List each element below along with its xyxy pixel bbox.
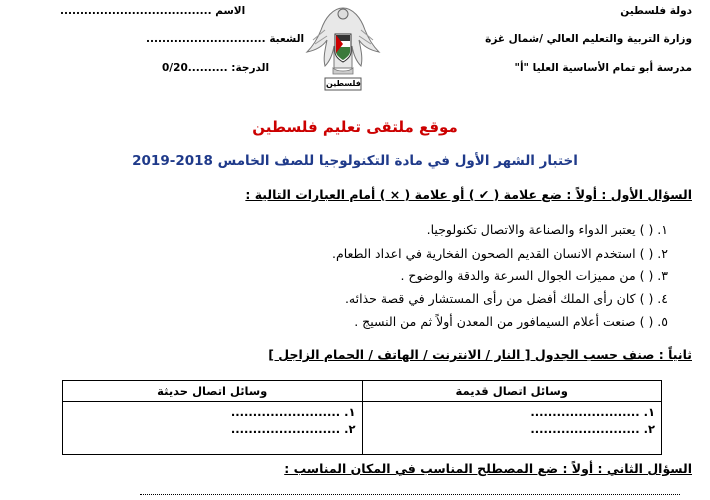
site-title: موقع ملتقى تعليم فلسطين (252, 118, 458, 136)
new-answer-line-2: ٢. ......................... (230, 422, 356, 436)
header-school: مدرسة أبو تمام الأساسية العليا "أ" (514, 62, 692, 74)
question1-item-2: ٢. ( ) استخدم الانسان القديم الصحون الفخارية في اعداد الطعام. (332, 246, 668, 261)
header-country: دولة فلسطين (620, 5, 692, 17)
column-header-old: وسائل اتصال قديمة (362, 381, 662, 402)
old-answers-cell[interactable] (362, 402, 662, 455)
question1b-heading (268, 347, 692, 362)
old-answer-line-1: ١. ......................... (530, 405, 655, 419)
question1-heading (245, 187, 692, 202)
cut-off-text-line (140, 488, 680, 500)
question1b-heading-text: ثانياً : صنف حسب الجدول [ النار / الانترنت / الهاتف / الحمام الزاجل ] (268, 347, 692, 362)
exam-title: اختبار الشهر الأول في مادة التكنولوجيا للصف الخامس 2018-2019 (132, 153, 578, 169)
question1-item-1: ١. ( ) يعتبر الدواء والصناعة والاتصال تكنولوجيا. (426, 222, 668, 237)
column-header-new: وسائل اتصال حديثة (63, 381, 363, 402)
question2-heading-text: السؤال الثاني : أولاً : ضع المصطلح المناسب في المكان المناسب : (284, 461, 692, 476)
new-answers-cell[interactable] (63, 402, 363, 455)
question1-item-3: ٣. ( ) من مميزات الجوال السرعة والدقة والوضوح . (400, 268, 668, 283)
header-ministry: وزارة التربية والتعليم العالي /شمال غزة (485, 33, 692, 45)
question1-item-5: ٥. ( ) صنعت أعلام السيمافور من المعدن أولاً ثم من النسيج . (354, 314, 668, 329)
section-field-label: الشعبة .............................. (146, 33, 305, 45)
question1-item-4: ٤. ( ) كان رأى الملك أفضل من رأى المستشار في قصة حذائه. (344, 291, 668, 306)
name-field-label: الاسم ...................................... (60, 5, 246, 17)
question1-heading-text: السؤال الأول : أولاً : ضع علامة ( ✔ ) أو علامة ( × ) أمام العبارات التالية : (245, 187, 692, 202)
grade-field-label: الدرجة: ..........0/20 (162, 62, 270, 74)
new-answer-line-1: ١. ......................... (230, 405, 356, 419)
emblem-caption: فلسطين (326, 79, 361, 88)
question2-heading (284, 461, 692, 476)
classification-table (62, 380, 662, 455)
old-answer-line-2: ٢. ......................... (530, 422, 655, 436)
